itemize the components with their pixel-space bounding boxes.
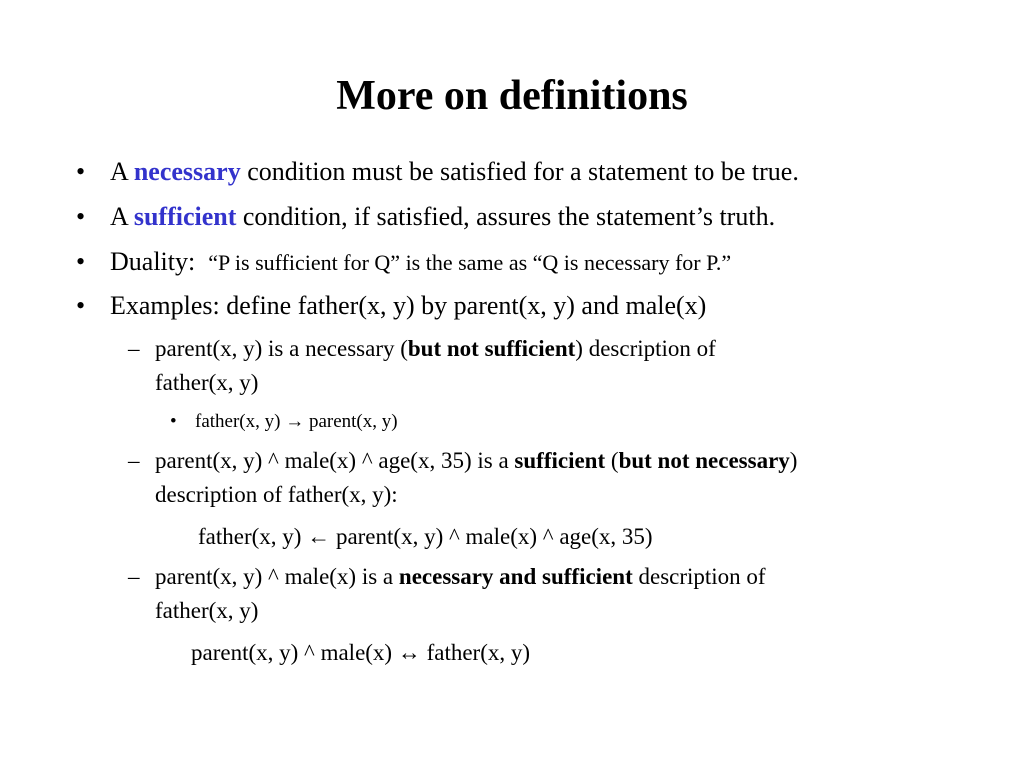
text-segment: condition must be satisfied for a statement to be true.	[240, 157, 799, 186]
bullet-marker: •	[76, 291, 86, 320]
text-segment: parent(x, y) ^ male(x) ^ age(x, 35) is a	[155, 448, 515, 473]
bullet-examples: Examples: define father(x, y) by parent(x, y) and male(x)	[110, 291, 707, 320]
sub-item-continuation: father(x, y)	[155, 598, 259, 623]
subsub-bullet: •	[170, 411, 177, 432]
bullet-sufficient	[110, 201, 775, 233]
text-segment: parent(x, y) ^ male(x) is a	[155, 564, 399, 589]
bullet-necessary	[110, 156, 799, 188]
bold-phrase: necessary and sufficient	[398, 564, 633, 589]
duality-quote: “P is sufficient for Q” is the same as “Q is necessary for P.”	[208, 250, 732, 275]
sub-dash: –	[128, 448, 140, 473]
term-sufficient: sufficient	[133, 202, 237, 231]
bullet-marker: •	[76, 247, 86, 276]
slide-title: More on definitions	[336, 73, 688, 119]
bullet-marker: •	[76, 157, 86, 186]
text-segment: ) description of	[575, 336, 716, 361]
bold-phrase: but not necessary	[618, 448, 790, 473]
bullet-marker: •	[76, 202, 86, 231]
text-segment: parent(x, y) is a necessary (	[155, 336, 408, 361]
term-necessary: necessary	[133, 157, 241, 186]
sub-item-necessary-example	[155, 334, 716, 364]
sub-dash: –	[128, 564, 140, 589]
sub-dash: –	[128, 336, 140, 361]
sub-item-continuation: father(x, y)	[155, 370, 259, 395]
text-segment: A	[110, 157, 134, 186]
text-segment: Duality:	[110, 247, 209, 276]
bullet-duality	[110, 246, 731, 279]
text-segment: A	[110, 202, 134, 231]
text-segment: condition, if satisfied, assures the statement’s truth.	[236, 202, 776, 231]
text-segment: description of	[632, 564, 766, 589]
formula-implies: father(x, y) → parent(x, y)	[195, 411, 398, 432]
sub-item-sufficient-example	[155, 446, 797, 476]
formula-left-arrow: father(x, y) ← parent(x, y) ^ male(x) ^ age(x, 35)	[198, 524, 653, 549]
sub-item-continuation: description of father(x, y):	[155, 482, 398, 507]
text-segment: (	[605, 448, 619, 473]
bold-phrase: but not sufficient	[407, 336, 576, 361]
text-segment: )	[789, 448, 798, 473]
formula-biconditional: parent(x, y) ^ male(x) ↔ father(x, y)	[191, 640, 531, 665]
bold-phrase: sufficient	[514, 448, 606, 473]
sub-item-necessary-and-sufficient	[155, 562, 766, 592]
